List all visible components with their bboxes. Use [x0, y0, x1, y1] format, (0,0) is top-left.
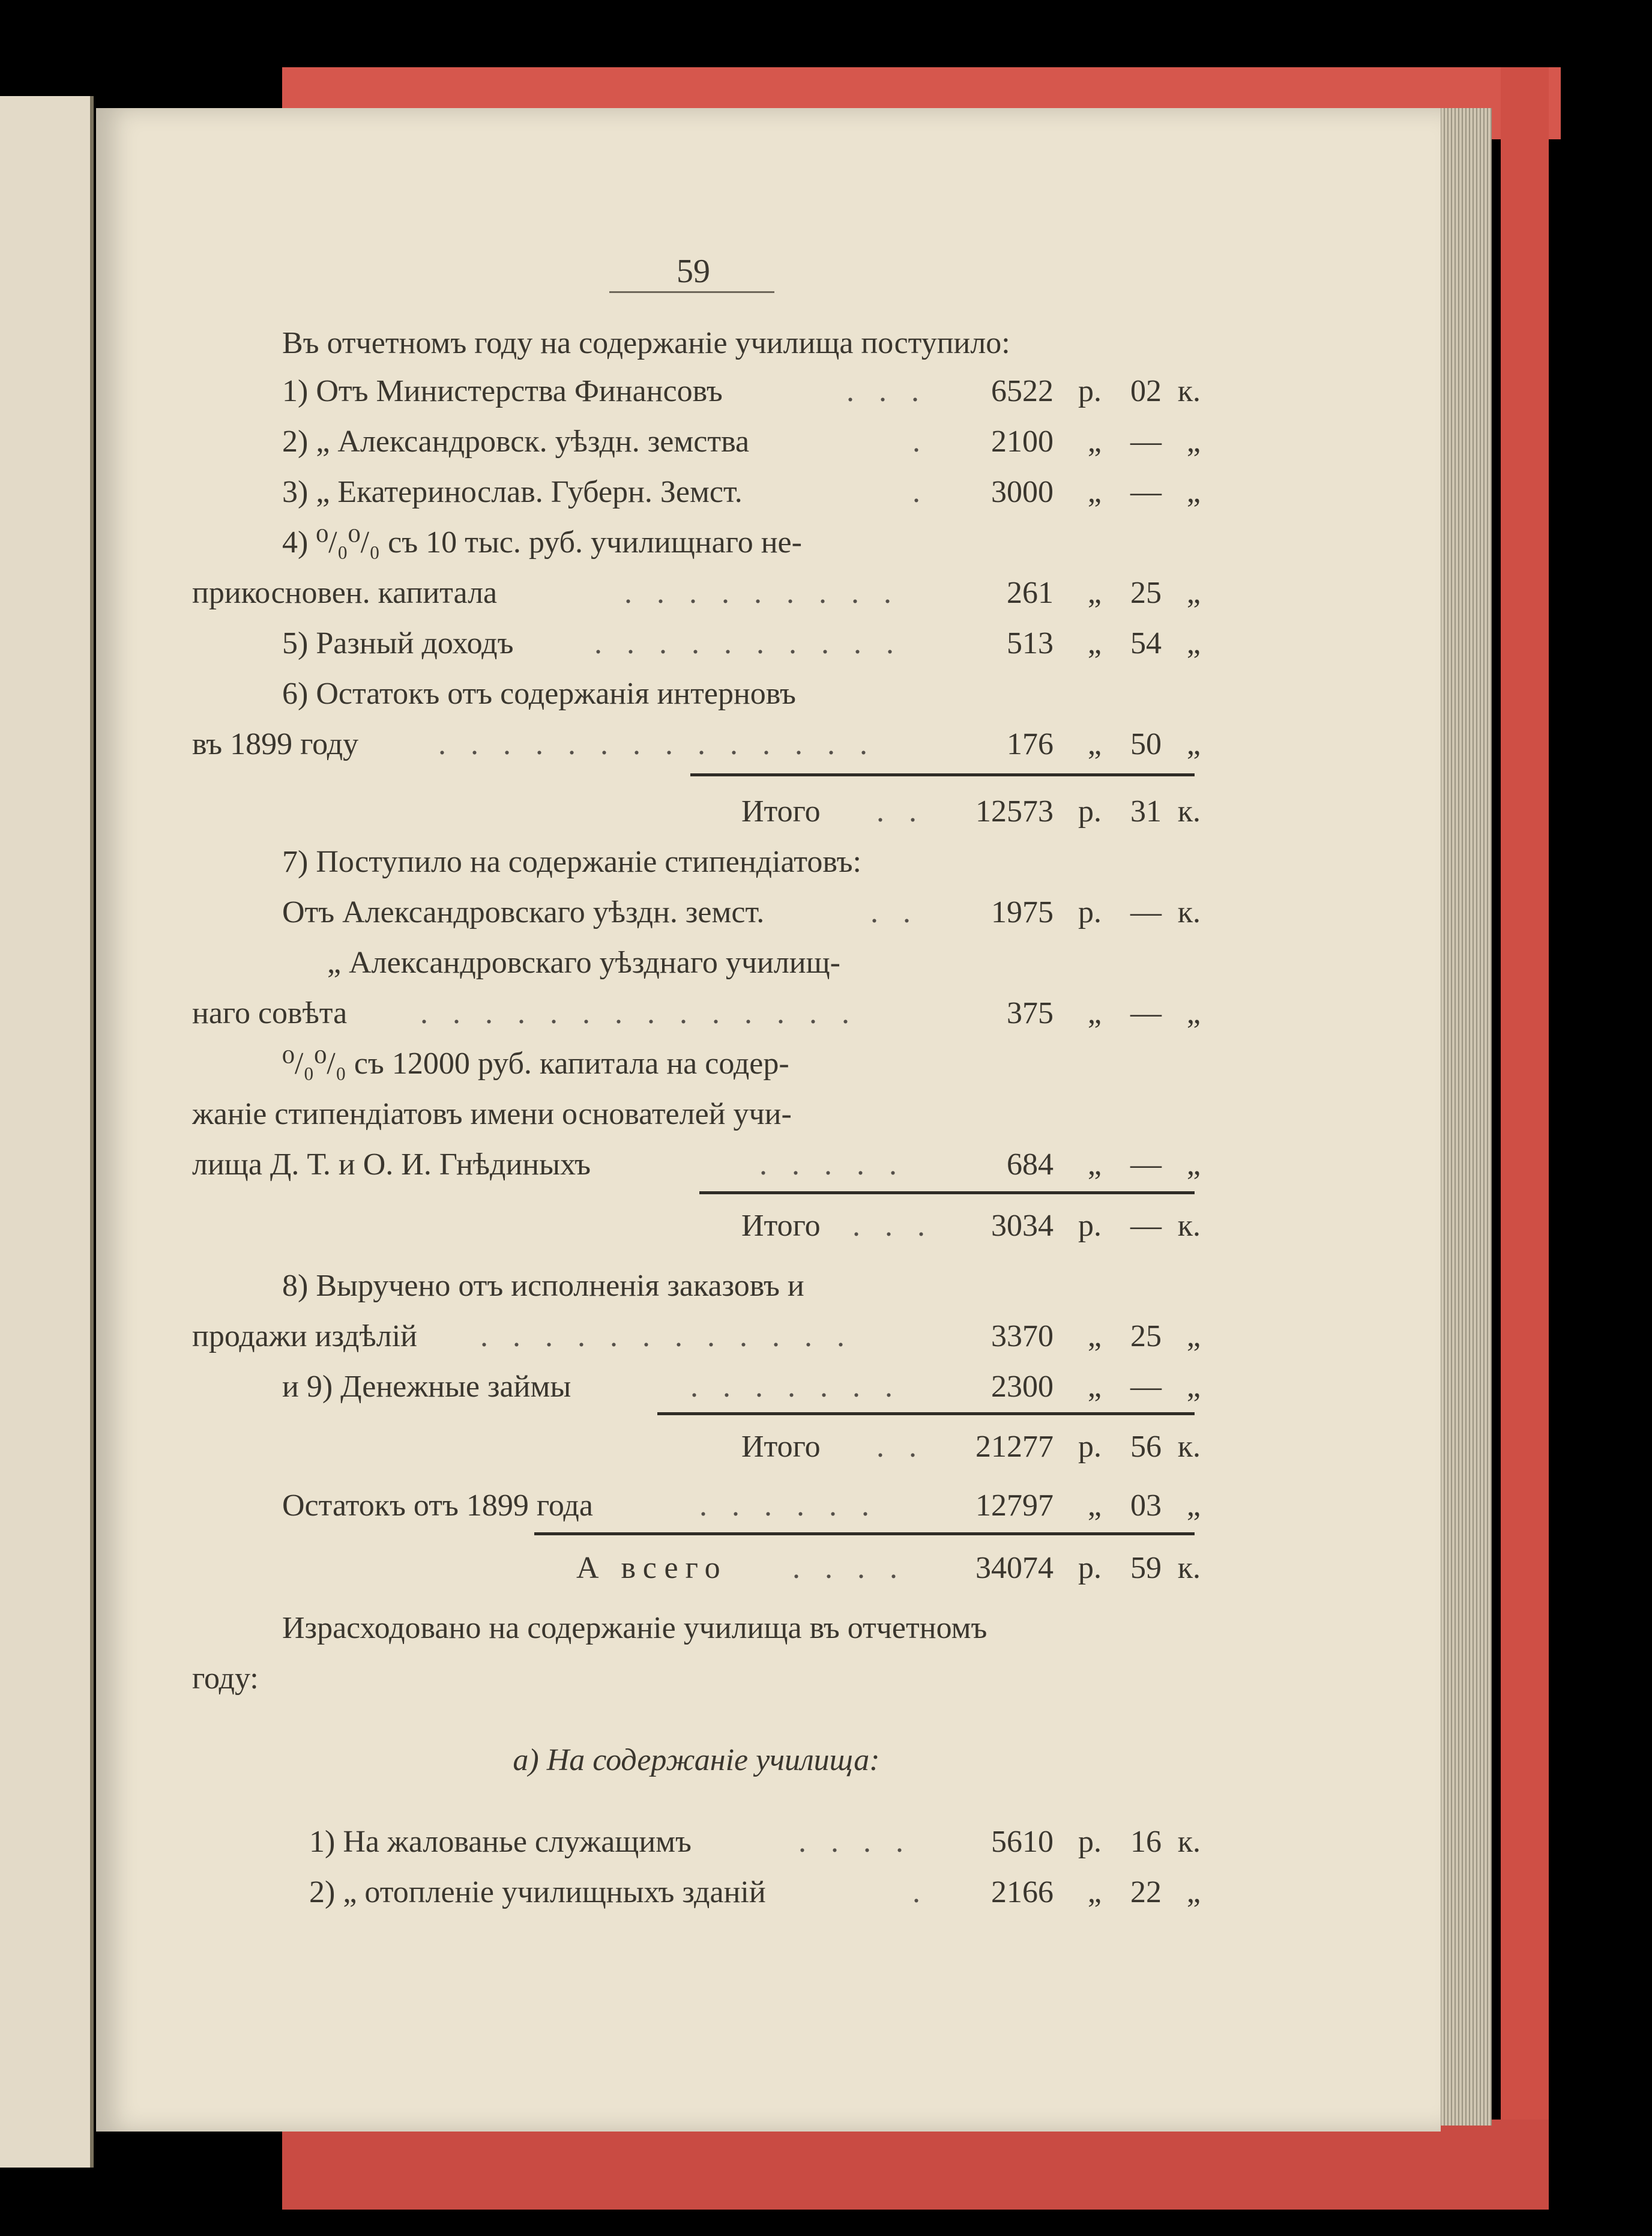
total-unit: к. — [1177, 1209, 1201, 1243]
row-label: Остатокъ отъ 1899 года — [282, 1488, 593, 1523]
grand-total-row — [192, 1549, 1201, 1588]
row-label: 1) Отъ Министерства Финансовъ — [282, 374, 723, 408]
row-label: прикосновен. капитала — [192, 576, 498, 610]
row-leader: . . . . . . . . . . . . . . — [420, 996, 858, 1030]
row-label: продажи издѣлій — [192, 1319, 417, 1353]
row-amount: 261 — [1007, 576, 1054, 610]
row-unit: „ — [1186, 626, 1201, 660]
total-label: Итого — [741, 1209, 821, 1243]
row-label: 3) „ Екатеринослав. Губерн. Земст. — [282, 475, 743, 509]
row-unit: к. — [1177, 895, 1201, 929]
row-kopecks: 25 — [1130, 576, 1162, 610]
total-label: Итого — [741, 794, 821, 829]
ledger-row — [192, 372, 1201, 411]
total-label: Итого — [741, 1430, 821, 1464]
row-unit: „ — [1087, 576, 1102, 610]
row-unit: „ — [1087, 1147, 1102, 1182]
row-kopecks: 22 — [1130, 1875, 1162, 1909]
row-amount: 3000 — [991, 475, 1054, 509]
row-unit: „ — [1087, 475, 1102, 509]
row-leader: . . . . . . — [699, 1488, 878, 1523]
ledger-row — [192, 1267, 1201, 1305]
sum-rule — [534, 1532, 1195, 1535]
row-unit: р. — [1078, 895, 1102, 929]
row-unit: „ — [1186, 727, 1201, 761]
row-amount: 2166 — [991, 1875, 1054, 1909]
ledger-row — [192, 473, 1201, 512]
row-unit: к. — [1177, 374, 1201, 408]
row-label: 4) ⁰/₀⁰/₀ съ 10 тыс. руб. училищнаго не- — [282, 525, 802, 560]
ledger-row — [192, 524, 1201, 562]
total-kopecks: 56 — [1130, 1430, 1162, 1464]
total-unit: к. — [1177, 1551, 1201, 1585]
row-amount: 684 — [1007, 1147, 1054, 1182]
row-unit: „ — [1186, 576, 1201, 610]
row-leader: . . . — [846, 374, 927, 408]
row-kopecks: 02 — [1130, 374, 1162, 408]
row-unit: „ — [1087, 1370, 1102, 1404]
row-amount: 6522 — [991, 374, 1054, 408]
row-unit: „ — [1087, 626, 1102, 660]
row-leader: . — [912, 425, 929, 459]
section-heading: а) На содержаніе училища: — [513, 1743, 880, 1777]
row-leader: . — [912, 1875, 929, 1909]
total-kopecks: 59 — [1130, 1551, 1162, 1585]
row-unit: „ — [1186, 1488, 1201, 1523]
total-unit: к. — [1177, 1430, 1201, 1464]
row-leader: . . . . . . . . . . . . . . — [438, 727, 876, 761]
row-unit: „ — [1087, 996, 1102, 1030]
row-unit: „ — [1087, 727, 1102, 761]
ledger-row — [192, 423, 1201, 461]
row-label: 8) Выручено отъ исполненія заказовъ и — [282, 1269, 804, 1303]
total-unit: р. — [1078, 1430, 1102, 1464]
row-unit: р. — [1078, 374, 1102, 408]
row-unit: „ — [1186, 425, 1201, 459]
row-label: 6) Остатокъ отъ содержанія интерновъ — [282, 677, 796, 711]
row-kopecks: — — [1130, 475, 1162, 509]
row-amount: 513 — [1007, 626, 1054, 660]
row-label: и 9) Денежные займы — [282, 1370, 571, 1404]
row-unit: „ — [1087, 425, 1102, 459]
income-intro: Въ отчетномъ году на содержаніе училища поступило: — [282, 326, 1010, 360]
total-leader: . . — [876, 1430, 925, 1464]
ledger-row — [192, 1873, 1201, 1912]
row-kopecks: — — [1130, 996, 1162, 1030]
total-leader: . . — [876, 794, 925, 829]
row-kopecks: 03 — [1130, 1488, 1162, 1523]
ledger-row — [192, 1146, 1201, 1184]
row-leader: . — [912, 475, 929, 509]
ledger-row — [192, 1095, 1201, 1134]
row-leader: . . . . . — [759, 1147, 905, 1182]
total-amount: 3034 — [991, 1209, 1054, 1243]
row-unit: к. — [1177, 1825, 1201, 1859]
total-leader: . . . . — [792, 1551, 906, 1585]
ledger-row — [192, 675, 1201, 713]
ledger-row — [192, 994, 1201, 1033]
total-leader: . . . — [852, 1209, 933, 1243]
row-amount: 3370 — [991, 1319, 1054, 1353]
total-kopecks: 31 — [1130, 794, 1162, 829]
total-unit: р. — [1078, 1551, 1102, 1585]
row-label: въ 1899 году — [192, 727, 359, 761]
row-unit: „ — [1186, 1370, 1201, 1404]
row-leader: . . . . — [798, 1825, 912, 1859]
row-kopecks: 50 — [1130, 727, 1162, 761]
row-unit: „ — [1186, 1875, 1201, 1909]
row-leader: . . . . . . . . . . . . — [480, 1319, 853, 1353]
total-amount: 21277 — [975, 1430, 1054, 1464]
row-kopecks: 25 — [1130, 1319, 1162, 1353]
row-label: 1) На жалованье служащимъ — [309, 1825, 692, 1859]
page-block-edge — [1438, 108, 1492, 2126]
row-amount: 2300 — [991, 1370, 1054, 1404]
row-kopecks: 54 — [1130, 626, 1162, 660]
ledger-row — [192, 1823, 1201, 1861]
total-amount: 34074 — [975, 1551, 1054, 1585]
row-label: ⁰/₀⁰/₀ съ 12000 руб. капитала на содер- — [282, 1047, 789, 1081]
total-row — [192, 1207, 1201, 1245]
row-label: 2) „ Александровск. уѣздн. земства — [282, 425, 750, 459]
row-kopecks: 16 — [1130, 1825, 1162, 1859]
row-unit: „ — [1087, 1488, 1102, 1523]
row-amount: 375 — [1007, 996, 1054, 1030]
row-unit: „ — [1186, 1319, 1201, 1353]
row-kopecks: — — [1130, 1370, 1162, 1404]
facing-page-edge — [0, 96, 94, 2168]
row-leader: . . . . . . . — [690, 1370, 901, 1404]
total-kopecks: — — [1130, 1209, 1162, 1243]
row-label: лища Д. Т. и О. И. Гнѣдиныхъ — [192, 1147, 591, 1182]
page-number-rule — [609, 291, 774, 293]
ledger-row — [192, 574, 1201, 612]
row-unit: „ — [1186, 475, 1201, 509]
row-unit: „ — [1186, 996, 1201, 1030]
row-label: 2) „ отопленіе училищныхъ зданій — [309, 1875, 766, 1909]
total-unit: р. — [1078, 794, 1102, 829]
ledger-row — [192, 944, 1201, 982]
total-label: А всего — [576, 1551, 728, 1585]
page-number: 59 — [677, 253, 710, 290]
row-amount: 12797 — [975, 1488, 1054, 1523]
sum-rule — [690, 773, 1195, 776]
row-unit: „ — [1087, 1319, 1102, 1353]
remainder-row — [192, 1487, 1201, 1525]
row-kopecks: — — [1130, 1147, 1162, 1182]
row-amount: 176 — [1007, 727, 1054, 761]
row-unit: „ — [1186, 1147, 1201, 1182]
scholarship-intro: 7) Поступило на содержаніе стипендіатовъ: — [282, 845, 861, 879]
total-unit: к. — [1177, 794, 1201, 829]
expense-intro: Израсходовано на содержаніе училища въ отчетномъ — [282, 1611, 987, 1645]
row-amount: 1975 — [991, 895, 1054, 929]
ledger-row — [192, 893, 1201, 932]
row-unit: р. — [1078, 1825, 1102, 1859]
row-label: жаніе стипендіатовъ имени основателей учи- — [192, 1097, 792, 1131]
total-unit: р. — [1078, 1209, 1102, 1243]
ledger-row — [192, 624, 1201, 663]
row-leader: . . . . . . . . . — [624, 576, 900, 610]
ledger-row — [192, 725, 1201, 764]
row-label: 5) Разный доходъ — [282, 626, 514, 660]
row-label: „ Александровскаго уѣзднаго училищ- — [327, 946, 840, 980]
ledger-row — [192, 1045, 1201, 1083]
total-row — [192, 793, 1201, 831]
book-cover-right — [1501, 67, 1549, 2145]
total-amount: 12573 — [975, 794, 1054, 829]
ledger-row — [192, 1368, 1201, 1406]
sum-rule — [657, 1412, 1195, 1415]
row-kopecks: — — [1130, 425, 1162, 459]
expense-intro-cont: году: — [192, 1661, 259, 1696]
sum-rule — [699, 1191, 1195, 1194]
row-label: наго совѣта — [192, 996, 348, 1030]
ledger-row — [192, 1317, 1201, 1356]
row-leader: . . . . . . . . . . — [594, 626, 902, 660]
total-row — [192, 1428, 1201, 1466]
row-leader: . . — [870, 895, 919, 929]
row-kopecks: — — [1130, 895, 1162, 929]
row-amount: 5610 — [991, 1825, 1054, 1859]
row-unit: „ — [1087, 1875, 1102, 1909]
row-label: Отъ Александровскаго уѣздн. земст. — [282, 895, 765, 929]
row-amount: 2100 — [991, 425, 1054, 459]
book-cover-bottom — [282, 2120, 1549, 2210]
